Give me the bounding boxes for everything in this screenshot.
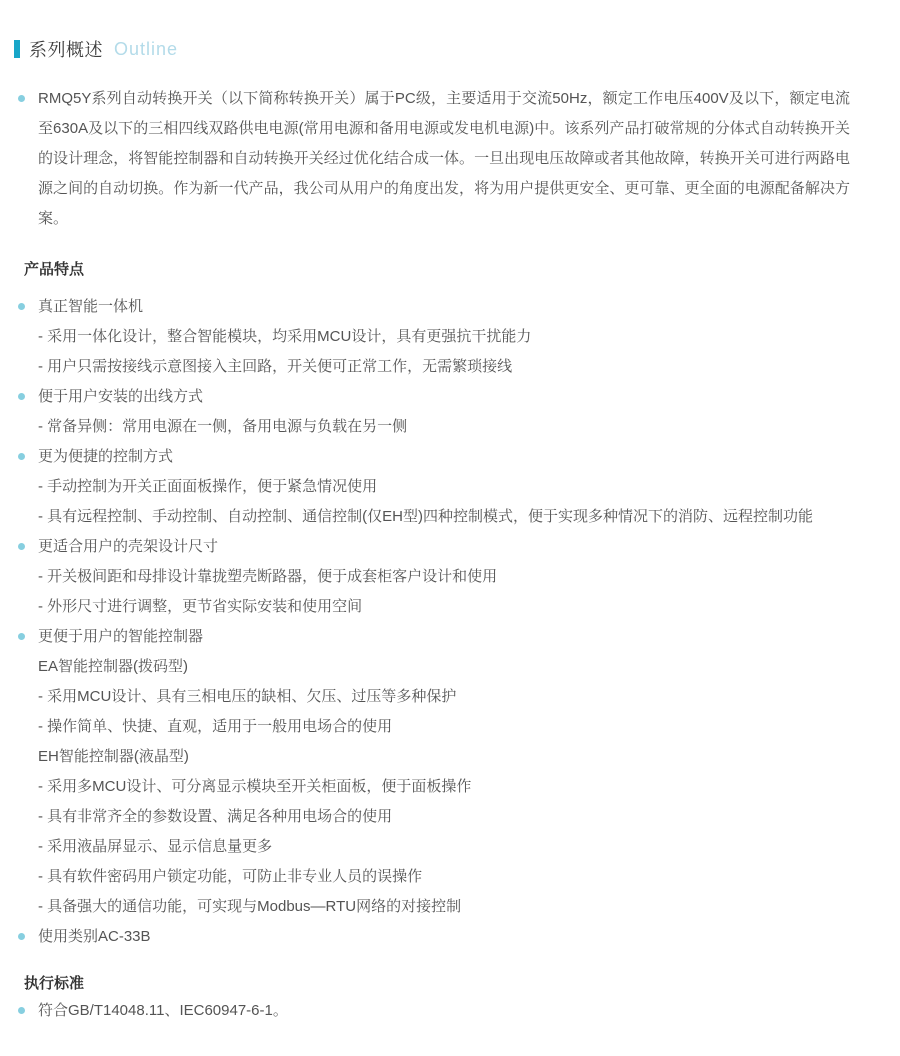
feature-sub-item <box>14 472 850 502</box>
feature-sub-item <box>14 322 850 352</box>
bullet-icon <box>18 633 25 640</box>
feature-item-label: 更便于用户的智能控制器 <box>38 628 204 645</box>
feature-item-label: 更适合用户的壳架设计尺寸 <box>38 538 219 555</box>
feature-item-label: 更为便捷的控制方式 <box>38 448 174 465</box>
controller-subheading-label: EA智能控制器(拨码型) <box>38 658 189 675</box>
feature-item <box>14 292 850 322</box>
controller-subheading <box>14 742 850 772</box>
feature-item-label: 便于用户安装的出线方式 <box>38 388 204 405</box>
feature-sub-item <box>14 562 850 592</box>
bullet-icon <box>18 1007 25 1014</box>
feature-sub-item-label: - 操作简单、快捷、直观，适用于一般用电场合的使用 <box>38 718 393 735</box>
intro-text: RMQ5Y系列自动转换开关（以下简称转换开关）属于PC级，主要适用于交流50Hz，额定工作电压400V及以下，额定电流至630A及以下的三相四线双路供电电源(常用电源和备用电源或发电机电源)中。该系列产品打破常规的分体式自动转换开关的设计理念，将智能控制器和自动转换开关经过优化结合成一体。一旦出现电压故障或者其他故障，转换开关可进行两路电源之间的自动切换。作为新一代产品，我公司从用户的角度出发，将为用户提供更安全、更可靠、更全面的电源配备解决方案。 <box>38 90 850 227</box>
feature-sub-item <box>14 712 850 742</box>
feature-item <box>14 382 850 412</box>
bullet-icon <box>18 933 25 940</box>
feature-sub-item-label: - 手动控制为开关正面面板操作，便于紧急情况使用 <box>38 478 378 495</box>
bullet-icon <box>18 303 25 310</box>
feature-item-label: 真正智能一体机 <box>38 298 144 315</box>
feature-sub-item-label: - 用户只需按接线示意图接入主回路，开关便可正常工作，无需繁琐接线 <box>38 358 513 375</box>
feature-sub-item-label: - 采用液晶屏显示、显示信息量更多 <box>38 838 273 855</box>
controller-subheading-label: EH智能控制器(液晶型) <box>38 748 189 765</box>
feature-sub-item <box>14 352 850 382</box>
controller-subheading <box>14 652 850 682</box>
standards-heading: 执行标准 <box>24 975 85 992</box>
page-subtitle: Outline <box>114 38 179 59</box>
feature-sub-item <box>14 682 850 712</box>
feature-sub-item <box>14 802 850 832</box>
page-title: 系列概述 <box>29 40 103 60</box>
feature-sub-item-label: - 具有软件密码用户锁定功能，可防止非专业人员的误操作 <box>38 868 423 885</box>
feature-sub-item <box>14 592 850 622</box>
feature-item <box>14 622 850 652</box>
bullet-icon <box>18 543 25 550</box>
standards-item-label: 符合GB/T14048.11、IEC60947-6-1。 <box>38 1002 288 1019</box>
feature-sub-item <box>14 892 850 922</box>
feature-sub-item-label: - 外形尺寸进行调整，更节省实际安装和使用空间 <box>38 598 363 615</box>
feature-sub-item-label: - 采用MCU设计、具有三相电压的缺相、欠压、过压等多种保护 <box>38 688 457 705</box>
feature-item-label: 使用类别AC-33B <box>38 928 151 945</box>
bullet-icon <box>18 95 25 102</box>
feature-sub-item-label: - 常备异侧：常用电源在一侧，备用电源与负载在另一侧 <box>38 418 408 435</box>
feature-item <box>14 922 850 952</box>
feature-item <box>14 532 850 562</box>
bullet-icon <box>18 453 25 460</box>
bullet-icon <box>18 393 25 400</box>
accent-bar-icon <box>14 40 20 58</box>
feature-sub-item-label: - 具备强大的通信功能，可实现与Modbus—RTU网络的对接控制 <box>38 898 462 915</box>
feature-sub-item-label: - 具有非常齐全的参数设置、满足各种用电场合的使用 <box>38 808 393 825</box>
feature-sub-item <box>14 412 850 442</box>
feature-sub-item <box>14 862 850 892</box>
feature-sub-item-label: - 采用多MCU设计、可分离显示模块至开关柜面板，便于面板操作 <box>38 778 472 795</box>
feature-list <box>14 292 850 952</box>
standards-list <box>14 996 850 1026</box>
feature-sub-item <box>14 502 850 532</box>
feature-item <box>14 442 850 472</box>
section-header <box>14 38 850 60</box>
intro-paragraph <box>14 84 850 234</box>
feature-sub-item <box>14 772 850 802</box>
standards-item <box>14 996 850 1026</box>
feature-sub-item-label: - 采用一体化设计，整合智能模块，均采用MCU设计，具有更强抗干扰能力 <box>38 328 532 345</box>
feature-sub-item-label: - 开关极间距和母排设计靠拢塑壳断路器，便于成套柜客户设计和使用 <box>38 568 498 585</box>
features-heading: 产品特点 <box>24 261 85 278</box>
feature-sub-item-label: - 具有远程控制、手动控制、自动控制、通信控制(仅EH型)四种控制模式，便于实现多种情况下的消防、远程控制功能 <box>38 508 813 525</box>
feature-sub-item <box>14 832 850 862</box>
